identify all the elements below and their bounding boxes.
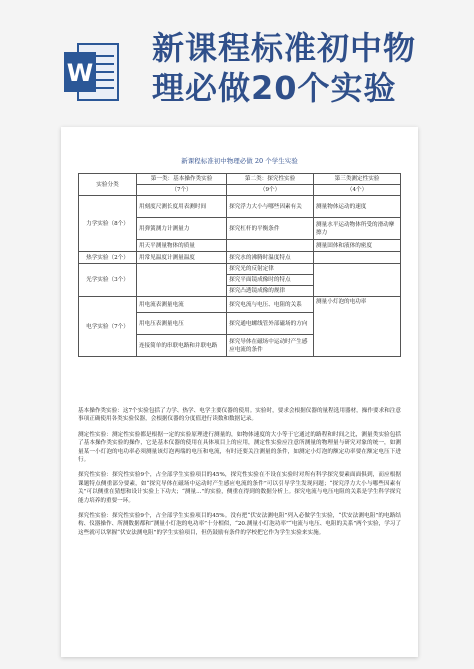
table-cell: 探究通电螺线管外部磁场的方向 (227, 313, 314, 335)
word-document-icon (64, 40, 120, 104)
table-cell: 探究导体在磁场中运动时产生感应电流的条件 (227, 335, 314, 357)
paragraph: 基本操作类实验：这7个实验包括了力学、热学、电学主要仪器的使用。实验时，要求会根据仪器的量程选用器材，操作要求和注意事项正确使用各类实验仪器，会根据仪器的分度值进行读数和数据记录。 (78, 408, 401, 423)
table-cell: 用刻度尺测长度用表测时间 (136, 196, 226, 218)
experiment-table (78, 173, 401, 357)
paragraph: 测定性实验：测定性实验都是根据一定的实验原理进行测量的，如物体速度的大小等于它通过的路程和时间之比，测量类实验包括了基本操作类实验的操作，它是基本仪器的使用在具体项目上的应用，测定性实验应注意所测量的物理量与研究对象的统一，如测量某一小灯泡的电功率必须测量该灯泡两端的电压和电流，有时还要关注测量的条件，如测定小灯泡的额定功率要在额定电压下进行。 (78, 431, 401, 464)
table-cell: 探究浮力大小与哪些因素有关 (227, 196, 314, 218)
banner (0, 0, 474, 122)
table-cell: 测量小灯泡的电功率 (314, 297, 401, 357)
table-row (79, 252, 401, 264)
document-page (61, 127, 418, 657)
table-row (79, 196, 401, 218)
banner-title (152, 28, 416, 108)
table-cell (314, 264, 401, 297)
table-count: （4个） (314, 185, 401, 196)
table-category: 热学实验（2个） (79, 252, 137, 264)
table-cell: 用电流表测量电流 (136, 297, 226, 313)
table-header: 第二类：探究性实验 (227, 174, 314, 185)
table-cell: 用电压表测量电压 (136, 313, 226, 335)
paragraph: 探究性实验：探究性实验9个，占全部学生实验项目的45%。没有把“伏安法测电阻”列入必做学生实验，“伏安法测电阻”的电路结构、仪器操作、所测数据都和“测量小灯泡的电功率”十分相似，“20.测量小灯泡功率”“电流与电压、电阻的关系”两个实验，学习了这些就可以掌握“伏安法测电阻”的学生实验项目，但仍鼓励有条件的学校把它作为学生实验来实施。 (78, 513, 401, 536)
table-cell: 测量物体运动的速度 (314, 196, 401, 218)
table-cell: 探究光的反射定律 (227, 264, 314, 275)
table-cell: 用弹簧测力计测量力 (136, 218, 226, 240)
table-category: 力学实验（8个） (79, 196, 137, 252)
table-cell: 测量水平运动物体所受的滑动摩擦力 (314, 218, 401, 240)
table-count: （7个） (136, 185, 226, 196)
table-cell: 用常见温度计测量温度 (136, 252, 226, 264)
table-cell (136, 264, 226, 297)
table-cell: 用天平测量物体的质量 (136, 240, 226, 252)
banner-title-line1: 新课程标准初中物 (152, 29, 417, 67)
document-body (78, 407, 401, 544)
table-cell (314, 252, 401, 264)
table-cell (227, 240, 314, 252)
table-cell: 探究杠杆的平衡条件 (227, 218, 314, 240)
banner-title-line2: 理必做20个实验 (152, 69, 397, 107)
table-category: 电学实验（7个） (79, 297, 137, 357)
table-header: 第一类：基本操作类实验 (136, 174, 226, 185)
table-cell: 连接简单的串联电路和并联电路 (136, 335, 226, 357)
document-title: 新课程标准初中物理必做 20 个学生实验 (181, 157, 298, 165)
table-cell: 测量固体和液体的密度 (314, 240, 401, 252)
table-cell: 探究电流与电压、电阻的关系 (227, 297, 314, 313)
logo-letter: W (66, 59, 94, 87)
table-count: （9个） (227, 185, 314, 196)
table-header: 第三类测定性实验 (314, 174, 401, 185)
table-header: 实验分类 (79, 174, 137, 196)
table-cell: 探究平面镜成像时的特点 (227, 275, 314, 286)
table-header-row (79, 174, 401, 185)
table-cell: 探究水的沸腾时温度特点 (227, 252, 314, 264)
paragraph: 探究性实验：探究性实验9个，占全部学生实验项目的45%，探究性实验在不设在实验时对所有科学探究要素面面俱到，而应根据课题特点侧重部分要素，如“探究导体在磁场中运动时产生感应电流的条件”可以引导学生发现问题；“探究浮力大小与哪些因素有关”可以侧重在猜想和设计实验上下功夫；“测量...”的实验，侧重在得到的数据分析上。探究电流与电压电阻的关系是学生科学探究能力培养的重要一环。 (78, 472, 401, 504)
table-cell: 探究凸透镜成像的规律 (227, 286, 314, 297)
table-row (79, 264, 401, 275)
table-row (79, 297, 401, 313)
table-category: 光学实验（3个） (79, 264, 137, 297)
